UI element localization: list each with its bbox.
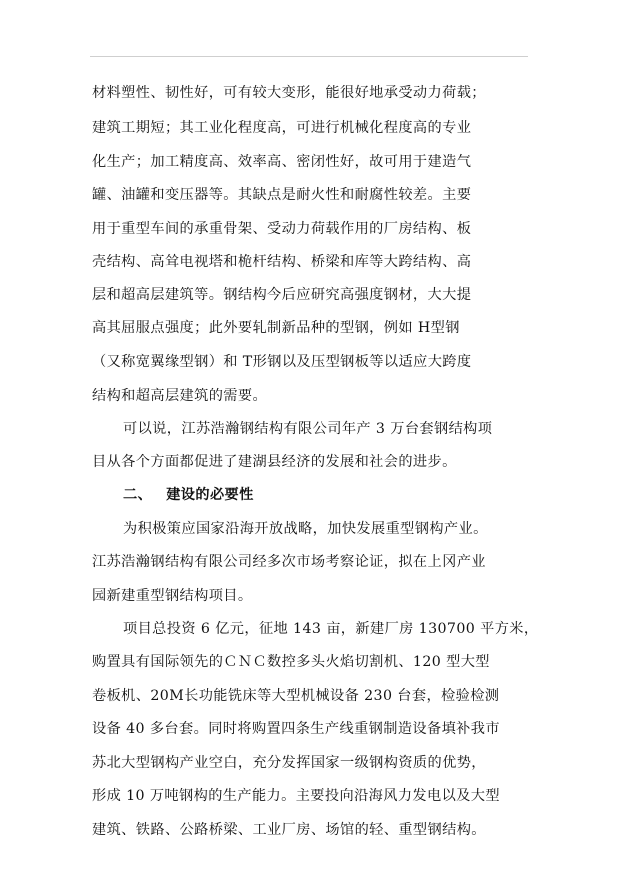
text-line: 结构和超高层建筑的需要。 [92,388,268,404]
text-line: 层和超高层建筑等。钢结构今后应研究高强度钢材，大大提 [92,287,472,303]
text-line: 园新建重型钢结构项目。 [92,588,253,604]
text-line: 用于重型车间的承重骨架、受动力荷载作用的厂房结构、板 [92,221,472,237]
text-line: 壳结构、高耸电视塔和桅杆结构、桥梁和库等大跨结构、高 [92,254,472,270]
text-line: 材料塑性、韧性好，可有较大变形，能很好地承受动力荷载； [92,85,486,101]
text-line: 苏北大型钢构产业空白，充分发挥国家一级钢构资质的优势， [92,755,486,771]
text-line: 卷板机、20M长功能铣床等大型机械设备 230 台套，检验检测 [92,688,500,704]
section-number: 二、 [123,487,153,503]
text-line: 项目总投资 6 亿元，征地 143 亩，新建厂房 130700 平方米， [123,621,539,637]
text-line: 建筑工期短；其工业化程度高，可进行机械化程度高的专业 [92,120,472,136]
text-line: 高其屈服点强度；此外要轧制新品种的型钢，例如 H型钢 [92,320,460,336]
header-rule [90,56,528,57]
text-line: 可以说，江苏浩瀚钢结构有限公司年产 3 万台套钢结构项 [123,421,493,437]
text-line: 化生产；加工精度高、效率高、密闭性好，故可用于建造气 [92,154,472,170]
text-line: 建筑、铁路、公路桥梁、工业厂房、场馆的轻、重型钢结构。 [92,822,486,838]
section-heading [123,485,254,505]
text-line: 形成 10 万吨钢构的生产能力。主要投向沿海风力发电以及大型 [92,788,500,804]
text-line: 设备 40 多台套。同时将购置四条生产线重钢制造设备填补我市 [92,721,500,737]
section-title: 建设的必要性 [166,487,254,503]
text-line: （又称宽翼缘型钢）和 T形钢以及压型钢板等以适应大跨度 [92,354,472,370]
text-line: 目从各个方面都促进了建湖县经济的发展和社会的进步。 [92,454,457,470]
text-line: 购置具有国际领先的ＣＮＣ数控多头火焰切割机、120 型大型 [92,654,490,670]
text-line: 罐、油罐和变压器等。其缺点是耐火性和耐腐性较差。主要 [92,187,472,203]
text-line: 为积极策应国家沿海开放战略，加快发展重型钢构产业。 [123,521,488,537]
text-line: 江苏浩瀚钢结构有限公司经多次市场考察论证，拟在上冈产业 [92,554,486,570]
